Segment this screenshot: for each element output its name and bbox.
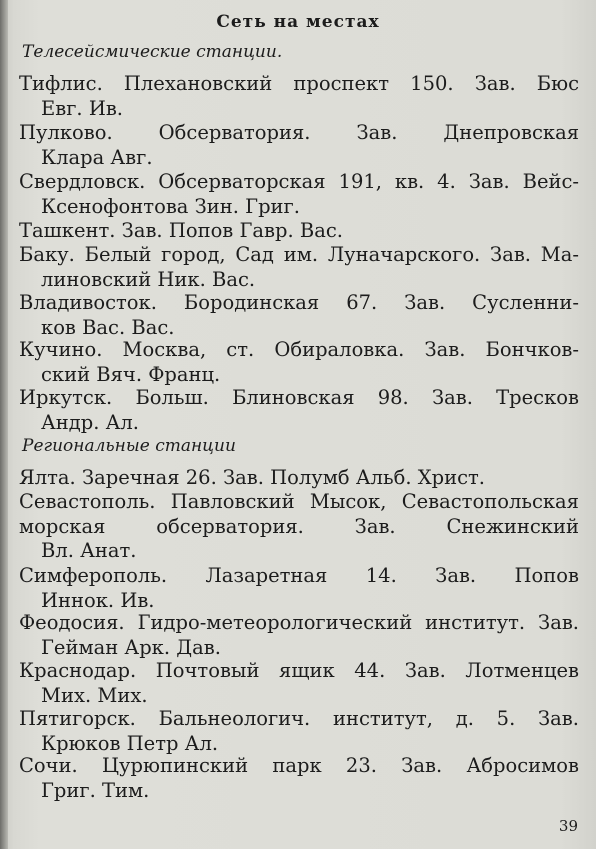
entry-line: Сочи. Цурюпинский парк 23. Зав. Абросимов (19, 754, 579, 777)
entry-line: Тифлис. Плехановский проспект 150. Зав. Бюс (19, 72, 579, 95)
list-item (19, 490, 579, 564)
entry-line: Пятигорск. Бальнеологич. институт, д. 5. Зав. (19, 707, 579, 730)
entry-continuation: Григ. Тим. (41, 778, 150, 802)
list-item (19, 707, 579, 756)
book-spine-shadow (0, 0, 8, 849)
entry-line: Краснодар. Почтовый ящик 44. Зав. Лотменцев (19, 659, 579, 682)
entry-continuation: Клара Авг. (41, 145, 153, 169)
list-item (19, 121, 579, 170)
list-item (19, 386, 579, 435)
list-item (19, 170, 579, 219)
entry-line: Баку. Белый город, Сад им. Луначарского. Зав. Ма- (19, 243, 579, 266)
entry-line: Владивосток. Бородинская 67. Зав. Сусленни- (19, 291, 579, 314)
page-heading: Сеть на местах (216, 12, 380, 32)
list-item (19, 291, 579, 340)
entry-continuation: Вл. Анат. (41, 539, 137, 562)
list-item (19, 659, 579, 708)
section-title-regional: Региональные станции (22, 436, 236, 456)
list-item (19, 338, 579, 387)
entry-continuation: Ксенофонтова Зин. Григ. (41, 194, 300, 218)
entry-continuation: линовский Ник. Вас. (41, 267, 256, 291)
list-item (19, 243, 579, 292)
entry-line: Феодосия. Гидро-метеорологический институт. Зав. (19, 611, 579, 634)
list-item (19, 754, 579, 803)
list-item (19, 219, 579, 244)
entry-continuation: Иннок. Ив. (41, 588, 155, 612)
list-item (19, 466, 579, 491)
entry-line: Ташкент. Зав. Попов Гавр. Вас. (19, 219, 343, 242)
entry-continuation: ский Вяч. Франц. (41, 362, 221, 386)
entry-line: Ялта. Заречная 26. Зав. Полумб Альб. Христ. (19, 466, 486, 489)
entry-continuation: Мих. Мих. (41, 683, 148, 707)
entry-line: Пулково. Обсерватория. Зав. Днепровская (19, 121, 579, 144)
entry-continuation: ков Вас. Вас. (41, 315, 175, 339)
list-item (19, 564, 579, 613)
entry-line: Севастополь. Павловский Мысок, Севастопольская морская обсерватория. Зав. Снежинский (19, 490, 579, 538)
entry-continuation: Андр. Ал. (41, 410, 140, 434)
entry-continuation: Гейман Арк. Дав. (41, 635, 221, 659)
list-item (19, 72, 579, 121)
entry-line: Симферополь. Лазаретная 14. Зав. Попов (19, 564, 579, 587)
entry-continuation: Евг. Ив. (41, 96, 124, 120)
page-number: 39 (558, 817, 578, 835)
entry-line: Кучино. Москва, ст. Обираловка. Зав. Бончков- (19, 338, 579, 361)
entry-line: Иркутск. Больш. Блиновская 98. Зав. Тресков (19, 386, 579, 409)
entry-continuation: Крюков Петр Ал. (41, 731, 219, 755)
section-title-teleseismic: Телесейсмические станции. (22, 42, 283, 62)
list-item (19, 611, 579, 660)
entry-line: Свердловск. Обсерваторская 191, кв. 4. Зав. Вейс- (19, 170, 579, 193)
